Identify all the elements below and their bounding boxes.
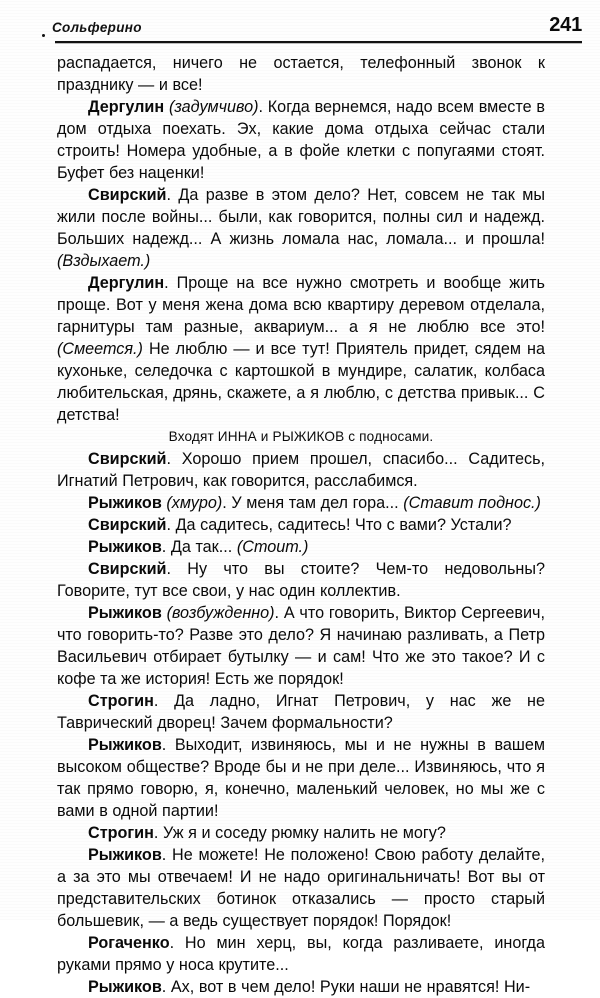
speech-text: . Хорошо прием прошел, спасибо... Садитесь, Игнатий Петрович, как говорится, расслабимся.: [57, 450, 545, 490]
body-text: [57, 52, 545, 998]
speaker-name: Дергулин: [88, 98, 165, 116]
speaker-name: Рыжиков: [88, 538, 162, 556]
page-number: 241: [549, 14, 582, 36]
speaker-name: Строгин: [88, 692, 154, 710]
speech-text: . Ах, вот в чем дело! Руки наши не нравятся! Ни-: [161, 978, 531, 996]
speech-line: [57, 184, 545, 272]
stage-cue: (хмуро): [166, 494, 223, 512]
speech-line: [57, 822, 545, 844]
speaker-name: Рыжиков: [88, 846, 162, 864]
speaker-name: Рыжиков: [88, 978, 162, 996]
stage-direction-inline: (Стоит.): [236, 538, 309, 556]
speech-line: [57, 734, 545, 822]
speech-text: . Да ладно, Игнат Петрович, у нас же не Таврический дворец! Зачем формальности?: [57, 692, 545, 732]
speaker-name: Рыжиков: [88, 604, 162, 622]
speech-line: [57, 558, 545, 602]
speech-text: . Уж я и соседу рюмку налить не могу?: [153, 824, 446, 842]
speech-line: [57, 492, 545, 514]
speech-text: . У меня там дел гора...: [222, 494, 404, 512]
stage-cue: (задумчиво): [168, 98, 259, 116]
speaker-name: Дергулин: [88, 274, 165, 292]
stage-direction-inline: (Вздыхает.): [57, 252, 151, 270]
running-head-title: Сольферино: [52, 20, 142, 35]
speaker-name: Свирский: [88, 186, 167, 204]
speech-text: . Но мин херц, вы, когда разливаете, иногда руками прямо у носа крутите...: [57, 934, 545, 974]
running-head-dot: [42, 34, 45, 37]
stage-direction-inline: (Смеется.): [57, 340, 143, 358]
speech-text-part-2: Не люблю — и все тут! Приятель придет, сядем на кухоньке, селедочка с картошкой в мундире, салатик, колбаса любительская, дрянь, скажете, а я люблю, с детства привык... С детства!: [57, 340, 545, 424]
speech-line: [57, 514, 545, 536]
speech-text: . Ну что вы стоите? Чем-то недовольны? Говорите, тут все свои, у нас один коллектив.: [57, 560, 545, 600]
speech-line: [57, 96, 545, 184]
speaker-name: Свирский: [88, 516, 167, 534]
stage-direction-centered: Входят ИННА и РЫЖИКОВ с подносами.: [168, 429, 434, 444]
speech-line: [57, 272, 545, 426]
speech-text: . Да так...: [161, 538, 237, 556]
speaker-name: Свирский: [88, 560, 167, 578]
speech-line: [57, 844, 545, 932]
speaker-name: Строгин: [88, 824, 154, 842]
speaker-name: Рыжиков: [88, 736, 162, 754]
header-rule: [55, 41, 582, 43]
speaker-name: Рогаченко: [88, 934, 170, 952]
speech-text: . Да садитесь, садитесь! Что с вами? Устали?: [166, 516, 512, 534]
stage-cue: (возбужденно): [166, 604, 275, 622]
speech-text: . А что говорить, Виктор Сергеевич, что говорить-то? Разве это дело? Я начинаю разливать, а Петр Васильевич отбирает бутылку — и сам! Что же это такое? И с кофе та же история! Есть же порядок!: [57, 604, 545, 688]
speech-line: [57, 976, 545, 998]
speech-text: . Когда вернемся, надо всем вместе в дом отдыха поехать. Эх, какие дома отдыха сейчас стали строить! Номера удобные, а в фойе клетки с попугаями стоят. Буфет без наценки!: [57, 98, 545, 182]
speech-line: [57, 690, 545, 734]
speech-text: . Да разве в этом дело? Нет, совсем не так мы жили после войны... были, как говорится, полны сил и надежд. Больших надежд... А жизнь ломала нас, ломала... и прошла!: [57, 186, 545, 248]
speech-text-part-1: . Проще на все нужно смотреть и вообще жить проще. Вот у меня жена дома всю квартиру деревом отделала, гарнитуры там разные, аквариум... а я не люблю все это!: [57, 274, 545, 336]
speaker-name: Рыжиков: [88, 494, 162, 512]
speech-line: [57, 448, 545, 492]
stage-direction-inline: (Ставит поднос.): [403, 494, 541, 512]
speech-line: [57, 932, 545, 976]
speech-line: [57, 602, 545, 690]
speaker-name: Свирский: [88, 450, 167, 468]
paragraph-continuation: распадается, ничего не остается, телефонный звонок к празднику — и все!: [57, 54, 545, 94]
speech-text: . Не можете! Не положено! Свою работу делайте, а за это мы отвечаем! И не надо оригинальничать! Вот вы от представительских ботинок отказались — просто старый большевик, — а ведь существует порядок! Порядок!: [57, 846, 545, 930]
speech-text: . Выходит, извиняюсь, мы и не нужны в вашем высоком обществе? Вроде бы и не при деле... Извиняюсь, что я так прямо говорю, я, конечно, маленький человек, но мы же с вами в одной партии!: [57, 736, 545, 820]
speech-line: [57, 536, 545, 558]
